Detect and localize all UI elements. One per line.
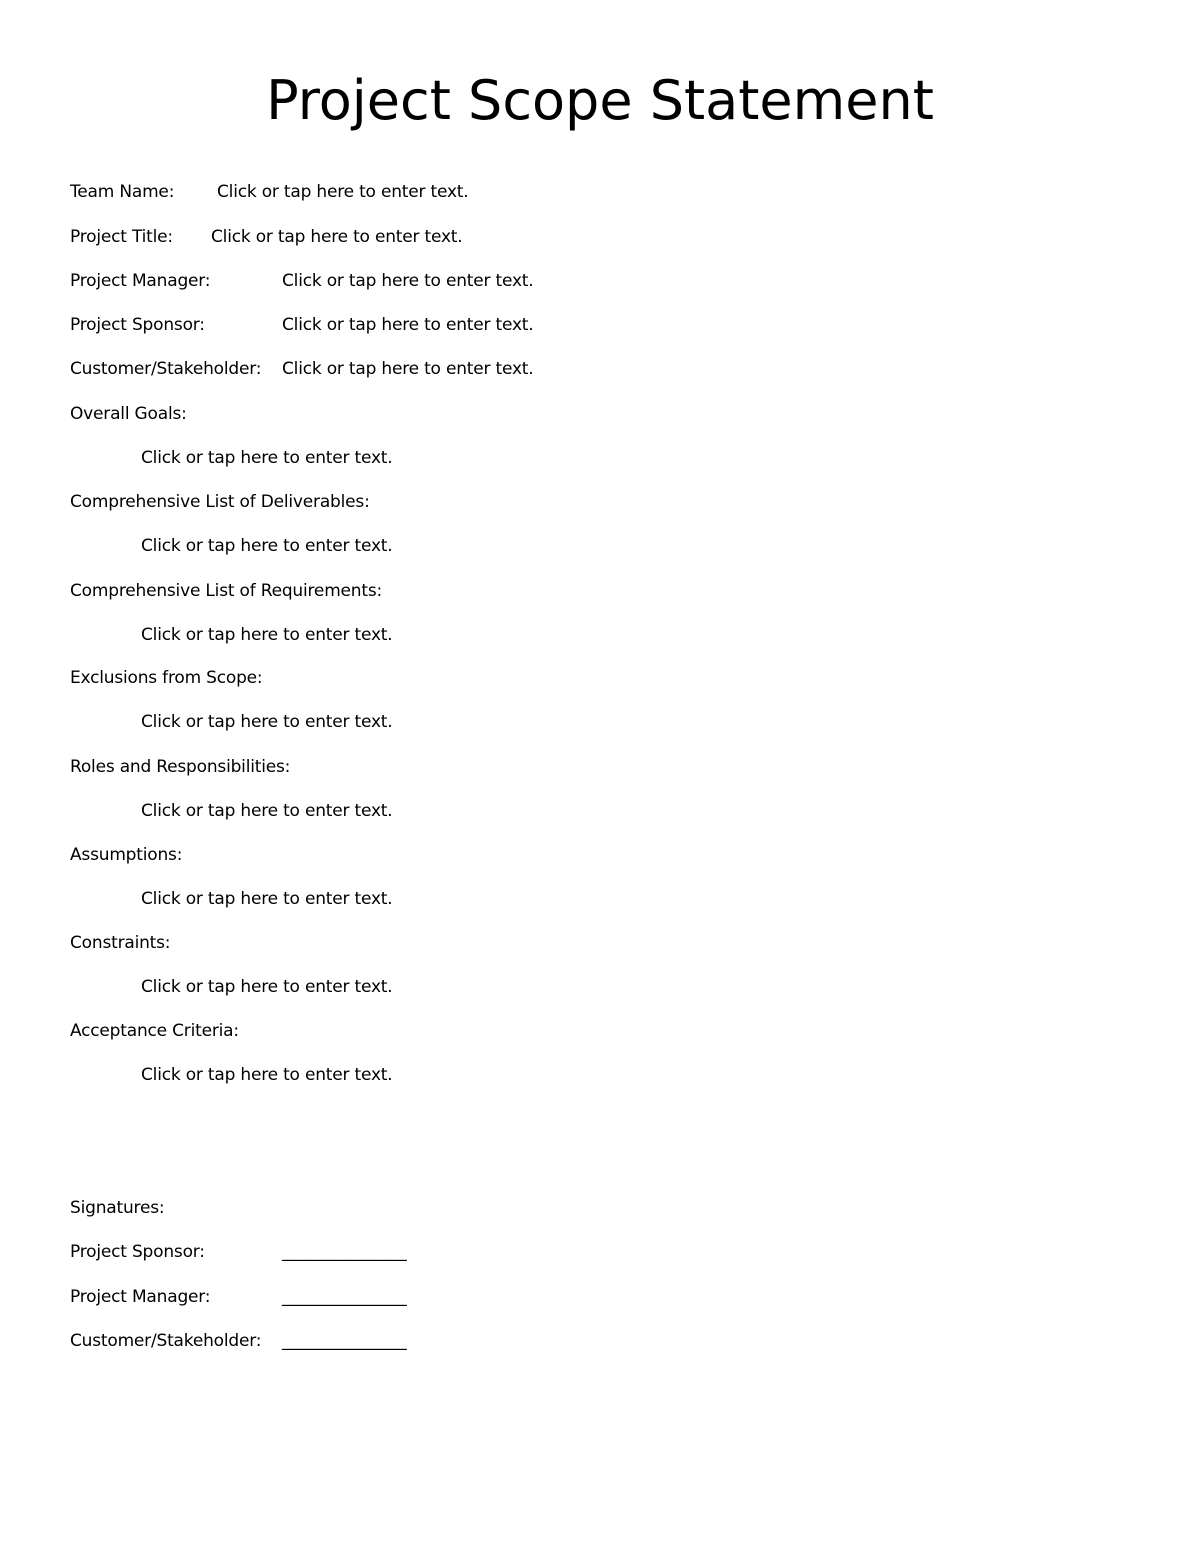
field-team-name	[70, 180, 469, 204]
field-label: Project Title:	[70, 227, 173, 247]
section-label-constraints: Constraints:	[70, 933, 171, 953]
constraints-input[interactable]: Click or tap here to enter text.	[141, 977, 393, 997]
signature-line[interactable]: _______________	[282, 1242, 407, 1262]
section-label-assumptions: Assumptions:	[70, 845, 183, 865]
section-label-exclusions: Exclusions from Scope:	[70, 668, 263, 688]
section-label-deliverables: Comprehensive List of Deliverables:	[70, 492, 370, 512]
field-label: Project Manager:	[70, 271, 211, 291]
signature-label: Project Sponsor:	[70, 1242, 205, 1262]
exclusions-input[interactable]: Click or tap here to enter text.	[141, 712, 393, 732]
signatures-heading: Signatures:	[70, 1198, 165, 1218]
roles-input[interactable]: Click or tap here to enter text.	[141, 801, 393, 821]
section-label-roles: Roles and Responsibilities:	[70, 757, 291, 777]
project-manager-input[interactable]: Click or tap here to enter text.	[282, 271, 534, 291]
section-label-acceptance-criteria: Acceptance Criteria:	[70, 1021, 239, 1041]
page-title: Project Scope Statement	[266, 69, 934, 132]
field-project-title	[70, 225, 463, 249]
field-label: Project Sponsor:	[70, 315, 205, 335]
section-label-overall-goals: Overall Goals:	[70, 404, 187, 424]
requirements-input[interactable]: Click or tap here to enter text.	[141, 625, 393, 645]
signature-line[interactable]: _______________	[282, 1331, 407, 1351]
field-label: Team Name:	[70, 182, 175, 202]
section-label-requirements: Comprehensive List of Requirements:	[70, 581, 383, 601]
signature-label: Customer/Stakeholder:	[70, 1331, 262, 1351]
signature-customer-stakeholder	[70, 1329, 407, 1353]
customer-stakeholder-input[interactable]: Click or tap here to enter text.	[282, 359, 534, 379]
acceptance-criteria-input[interactable]: Click or tap here to enter text.	[141, 1065, 393, 1085]
field-project-manager	[70, 269, 534, 293]
signature-project-manager	[70, 1285, 407, 1309]
field-project-sponsor	[70, 313, 534, 337]
deliverables-input[interactable]: Click or tap here to enter text.	[141, 536, 393, 556]
project-sponsor-input[interactable]: Click or tap here to enter text.	[282, 315, 534, 335]
assumptions-input[interactable]: Click or tap here to enter text.	[141, 889, 393, 909]
field-label: Customer/Stakeholder:	[70, 359, 262, 379]
signature-label: Project Manager:	[70, 1287, 211, 1307]
field-customer-stakeholder	[70, 357, 534, 381]
signature-project-sponsor	[70, 1240, 407, 1264]
team-name-input[interactable]: Click or tap here to enter text.	[217, 182, 469, 202]
overall-goals-input[interactable]: Click or tap here to enter text.	[141, 448, 393, 468]
signature-line[interactable]: _______________	[282, 1287, 407, 1307]
project-title-input[interactable]: Click or tap here to enter text.	[211, 227, 463, 247]
